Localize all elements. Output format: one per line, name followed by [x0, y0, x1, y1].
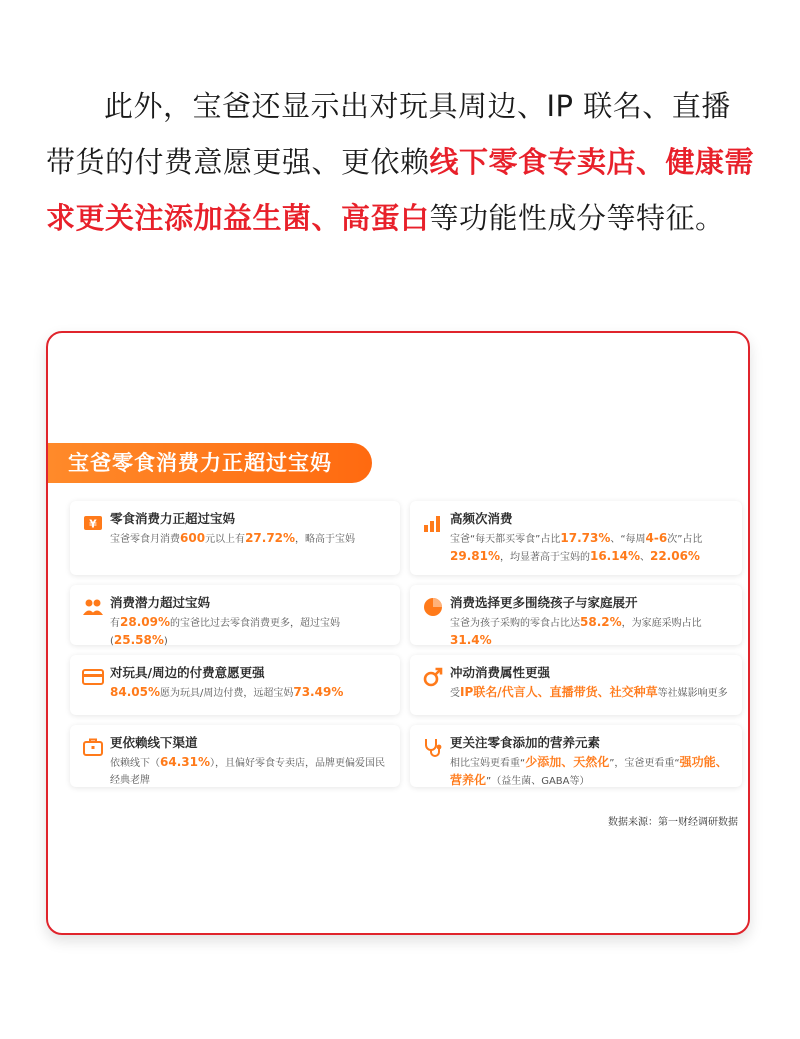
intro-text-1: 此外，宝爸还显示出对玩具周边、IP 联名、直播带货的付费意愿更强、更依赖	[46, 89, 731, 179]
tile-desc: 84.05%愿为玩具/周边付费，远超宝妈73.49%	[110, 685, 344, 699]
tile-nutrition	[410, 725, 742, 787]
tile-title: 消费选择更多围绕孩子与家庭展开	[450, 595, 638, 610]
tile-title: 更关注零食添加的营养元素	[450, 735, 601, 750]
tile-title: 零食消费力正超过宝妈	[110, 511, 236, 526]
tile-desc: 相比宝妈更看重“少添加、天然化”，宝爸更看重“强功能、营养化”（益生菌、GABA等）	[450, 755, 728, 787]
briefcase-icon	[82, 736, 104, 758]
bar-chart-icon	[422, 512, 444, 534]
stethoscope-icon	[422, 736, 444, 758]
data-source: 数据来源：第一财经调研数据	[608, 817, 738, 828]
tile-toy-payment	[70, 655, 400, 715]
tile-title: 消费潜力超过宝妈	[110, 595, 211, 610]
tile-desc: 依赖线下（64.31%），且偏好零食专卖店，品牌更偏爱国民经典老牌	[110, 755, 385, 786]
tile-consumption-power	[70, 501, 400, 575]
tile-desc: 宝爸“每天都买零食”占比17.73%、“每周4-6次”占比 29.81%，均显著高于宝妈的16.14%、22.06%	[450, 531, 703, 563]
banner-title: 宝爸零食消费力正超过宝妈	[48, 443, 372, 483]
tile-impulse	[410, 655, 742, 715]
people-icon	[82, 596, 104, 618]
infographic-card	[46, 331, 750, 935]
tile-desc: 宝爸零食月消费600元以上有27.72%，略高于宝妈	[110, 531, 356, 545]
tile-desc: 宝爸为孩子采购的零食占比达58.2%，为家庭采购占比31.4%	[450, 615, 702, 647]
tile-offline-channel	[70, 725, 400, 787]
svg-text:¥: ¥	[89, 517, 97, 531]
yuan-card-icon	[82, 512, 104, 534]
tile-family-choice	[410, 585, 742, 645]
tile-desc: 受IP联名/代言人、直播带货、社交种草等社媒影响更多	[450, 685, 728, 699]
tile-title: 高频次消费	[450, 511, 513, 526]
male-symbol-icon	[422, 666, 444, 688]
credit-card-icon	[82, 666, 104, 688]
tile-desc: 有28.09%的宝爸比过去零食消费更多，超过宝妈(25.58%)	[110, 615, 340, 647]
tile-title: 对玩具/周边的付费意愿更强	[110, 665, 265, 680]
tile-title: 冲动消费属性更强	[450, 665, 551, 680]
intro-highlight: 线下零食专卖店、健康需求更关注添加益生菌、高蛋白	[46, 145, 755, 235]
tile-consumption-potential	[70, 585, 400, 645]
intro-text-2: 等功能性成分等特征。	[429, 201, 725, 235]
pie-chart-icon	[422, 596, 444, 618]
tile-high-frequency	[410, 501, 742, 575]
tile-title: 更依赖线下渠道	[110, 735, 198, 750]
intro-paragraph	[46, 78, 758, 246]
